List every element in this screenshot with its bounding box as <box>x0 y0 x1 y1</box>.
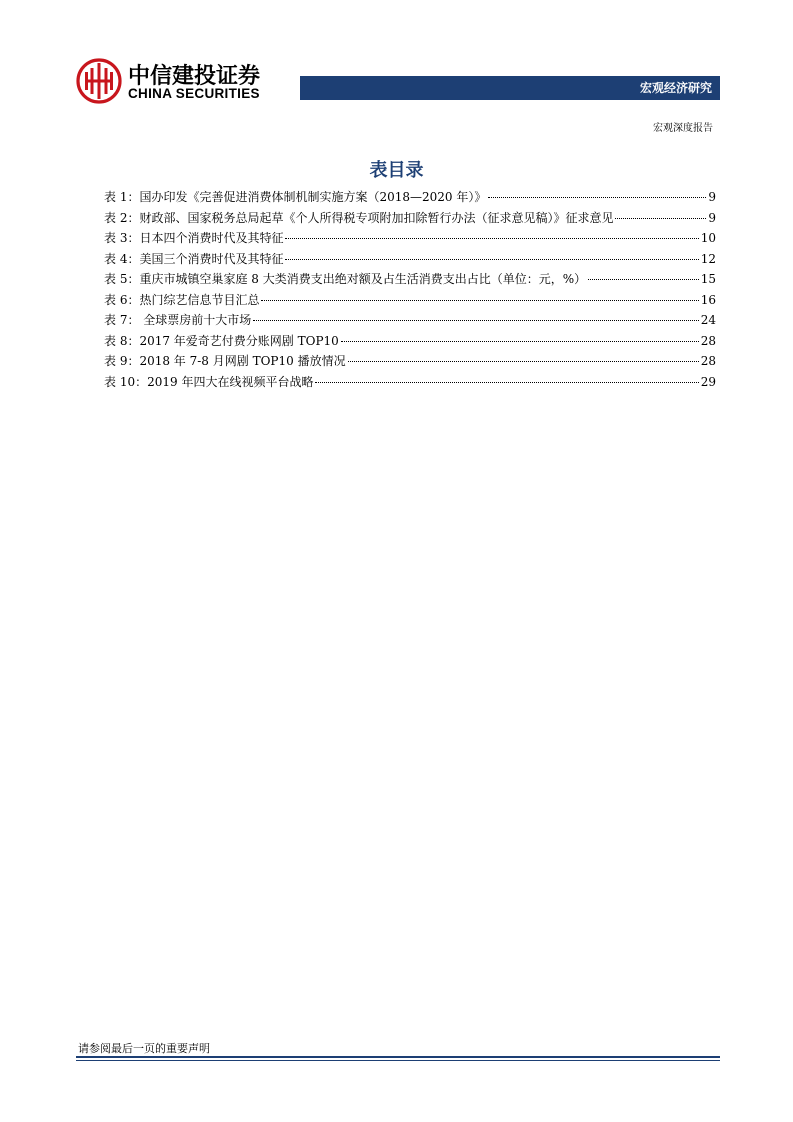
toc-leader <box>253 320 698 321</box>
toc-leader <box>285 238 698 239</box>
toc-entry[interactable] <box>104 269 716 290</box>
toc-leader <box>341 341 699 342</box>
toc-entry[interactable] <box>104 372 716 393</box>
company-logo <box>76 58 280 104</box>
toc-entry-page: 9 <box>708 190 716 204</box>
toc-entry-label: 表 1：国办印发《完善促进消费体制机制实施方案（2018—2020 年）》 <box>104 190 487 204</box>
table-of-contents <box>104 187 716 392</box>
toc-entry[interactable] <box>104 228 716 249</box>
toc-entry-label: 表 9：2018 年 7-8 月网剧 TOP10 播放情况 <box>104 354 346 368</box>
toc-entry-label: 表 5：重庆市城镇空巢家庭 8 大类消费支出绝对额及占生活消费支出占比（单位：元，%） <box>104 272 587 286</box>
toc-entry-label: 表 4：美国三个消费时代及其特征 <box>104 251 284 266</box>
toc-entry[interactable] <box>104 331 716 352</box>
toc-entry[interactable] <box>104 187 716 208</box>
toc-entry-page: 12 <box>700 251 716 266</box>
footer-disclaimer: 请参阅最后一页的重要声明 <box>78 1042 210 1055</box>
logo-english-name: CHINA SECURITIES <box>128 86 260 101</box>
page-title: 表目录 <box>369 160 424 181</box>
toc-entry-label: 表 10：2019 年四大在线视频平台战略 <box>104 374 314 389</box>
toc-entry-label: 表 6：热门综艺信息节目汇总 <box>104 292 260 307</box>
toc-leader <box>261 300 698 301</box>
toc-leader <box>315 382 698 383</box>
toc-leader <box>285 259 698 260</box>
header-bar <box>300 76 720 100</box>
footer-divider <box>76 1056 720 1058</box>
toc-entry-label: 表 2：财政部、国家税务总局起草《个人所得税专项附加扣除暂行办法（征求意见稿）》征求意见 <box>104 210 614 225</box>
toc-entry-page: 16 <box>700 292 716 307</box>
toc-entry-label: 表 7： 全球票房前十大市场 <box>104 313 252 327</box>
toc-leader <box>488 197 706 198</box>
citic-logo-icon <box>76 58 122 104</box>
toc-entry-label: 表 3：日本四个消费时代及其特征 <box>104 231 284 245</box>
section-title: 宏观经济研究 <box>639 81 712 95</box>
toc-entry-page: 28 <box>700 333 716 348</box>
report-type: 宏观深度报告 <box>653 123 713 134</box>
toc-entry[interactable] <box>104 249 716 270</box>
toc-leader <box>588 279 699 280</box>
toc-entry-page: 9 <box>708 210 716 225</box>
toc-entry-page: 24 <box>700 313 716 327</box>
toc-leader <box>615 218 706 219</box>
toc-leader <box>348 361 699 362</box>
toc-entry[interactable] <box>104 351 716 372</box>
toc-entry-page: 15 <box>700 272 716 286</box>
footer-divider-thin <box>76 1060 720 1061</box>
logo-chinese-name: 中信建投证券 <box>128 64 261 89</box>
toc-entry-page: 28 <box>700 354 716 368</box>
toc-entry[interactable] <box>104 290 716 311</box>
toc-entry-page: 29 <box>700 374 716 389</box>
toc-entry-label: 表 8：2017 年爱奇艺付费分账网剧 TOP10 <box>104 333 339 348</box>
toc-entry-page: 10 <box>700 231 716 245</box>
toc-entry[interactable] <box>104 208 716 229</box>
toc-entry[interactable] <box>104 310 716 331</box>
